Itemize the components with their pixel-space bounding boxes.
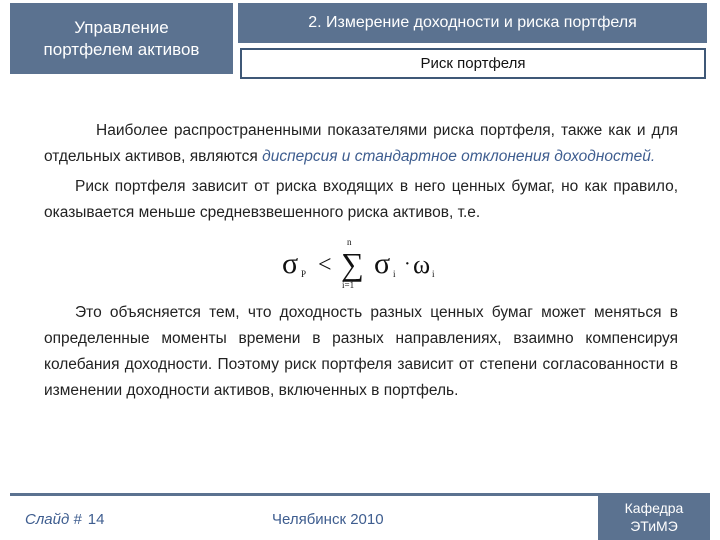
formula-omega: ω — [413, 250, 431, 279]
formula-sigma-i: σ — [374, 247, 391, 280]
paragraph-1 — [44, 118, 678, 170]
slide-body — [44, 118, 678, 404]
formula-upper-limit: n — [347, 237, 352, 247]
course-title-line2: портфелем активов — [43, 39, 200, 59]
lecture-title: 2. Измерение доходности и риска портфеля — [238, 3, 707, 43]
formula-sub-i-2: i — [432, 269, 435, 279]
course-title-box — [10, 3, 233, 74]
department-line1: Кафедра — [624, 499, 684, 516]
paragraph-3: Это объясняется тем, что доходность разных ценных бумаг может меняться в определенные моменты времени в разных направлениях, взаимно компенсируя колебания доходности. Поэтому риск портфеля зависит от степени согласованности в изменении доходности активов, включенных в портфель. — [44, 304, 678, 399]
formula-graphic — [280, 228, 460, 298]
slide-number-value: 14 — [87, 511, 105, 528]
slide-number — [25, 511, 104, 528]
paragraph-1-highlight: дисперсия и стандартное отклонения доходностей — [262, 148, 651, 165]
footer-city-year: Челябинск 2010 — [272, 511, 384, 528]
paragraph-1-text: Наиболее распространенными показателями риска портфеля, также как и для отдельных активов, являются — [44, 122, 678, 165]
department-line2: ЭТиМЭ — [630, 517, 678, 534]
paragraph-1-end: . — [650, 148, 656, 165]
department-box — [598, 493, 710, 540]
footer-divider — [10, 493, 598, 496]
formula-sub-i-1: i — [393, 269, 396, 279]
section-title: Риск портфеля — [240, 48, 706, 79]
course-title-line1: Управление — [74, 17, 169, 37]
formula-lower-limit: i=1 — [342, 280, 355, 290]
paragraph-2: Риск портфеля зависит от риска входящих в него ценных бумаг, но как правило, оказывается меньше средневзвешенного риска активов, т.е. — [44, 178, 678, 221]
formula-sum: ∑ — [341, 246, 364, 282]
formula-less-than: < — [318, 252, 332, 278]
formula-sub-p: P — [301, 269, 307, 279]
formula-sigma-p: σ — [282, 247, 299, 280]
risk-formula — [44, 226, 678, 300]
formula-dot: · — [404, 253, 411, 275]
slide-number-label: Слайд # — [25, 511, 82, 528]
